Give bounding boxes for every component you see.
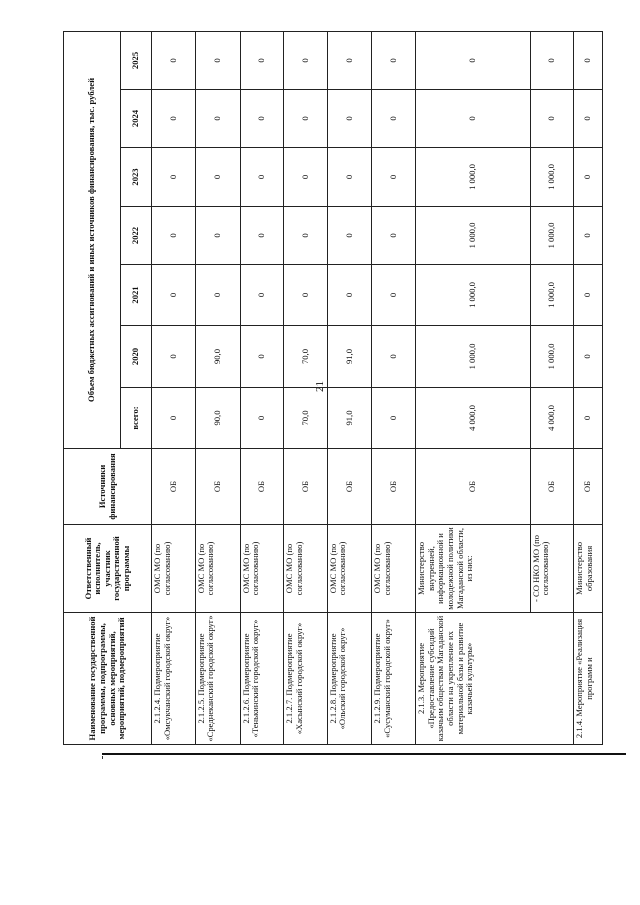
row-executor: ОМС МО (по согласованию) [372, 525, 416, 613]
row-executor: ОМС МО (по согласованию) [152, 525, 196, 613]
header-year-total: всего: [121, 388, 152, 449]
cell-value: 0 [240, 148, 284, 207]
cell-value: 0 [195, 148, 240, 207]
row-source: ОБ [416, 449, 531, 525]
cell-value: 0 [372, 207, 416, 265]
row-source: ОБ [152, 449, 196, 525]
table-row [574, 31, 603, 744]
row-executor: ОМС МО (по согласованию) [284, 525, 328, 613]
rotated-table-wrapper [63, 32, 603, 745]
cell-value: 0 [574, 31, 603, 89]
cell-value: 0 [152, 388, 196, 449]
cell-value: 0 [327, 207, 372, 265]
page-number: 21 [314, 381, 326, 392]
cell-value: 91,0 [327, 326, 372, 388]
cell-value: 0 [372, 148, 416, 207]
cell-value: 0 [284, 265, 328, 326]
header-year-2022: 2022 [121, 207, 152, 265]
row-source: ОБ [372, 449, 416, 525]
cell-value: 0 [327, 31, 372, 89]
row-executor: ОМС МО (по согласованию) [327, 525, 372, 613]
cell-value: 0 [372, 90, 416, 148]
row-name: 2.1.2.8. Подмероприятие «Ольский городской округ» [327, 613, 372, 745]
row-name: 2.1.2.5. Подмероприятие «Среднеканский городской округ» [195, 613, 240, 745]
cell-value: 70,0 [284, 388, 328, 449]
table-row [240, 31, 284, 744]
cell-value: 0 [195, 207, 240, 265]
cell-value: 1 000,0 [416, 207, 531, 265]
header-year-2025: 2025 [121, 31, 152, 89]
cell-value: 1 000,0 [416, 148, 531, 207]
cell-value: 0 [327, 265, 372, 326]
row-executor: - СО НКО МО (по согласованию) [530, 525, 574, 613]
cell-value: 1 000,0 [530, 265, 574, 326]
cell-value: 90,0 [195, 326, 240, 388]
cell-value: 0 [152, 207, 196, 265]
cell-value: 0 [195, 90, 240, 148]
row-source: ОБ [195, 449, 240, 525]
header-year-2021: 2021 [121, 265, 152, 326]
row-source: ОБ [327, 449, 372, 525]
row-executor: ОМС МО (по согласованию) [240, 525, 284, 613]
cell-value: 0 [240, 388, 284, 449]
table-row [195, 31, 240, 744]
cell-value: 0 [195, 31, 240, 89]
cell-value: 1 000,0 [416, 265, 531, 326]
cell-value: 0 [284, 207, 328, 265]
cell-value: 0 [372, 265, 416, 326]
row-name: 2.1.3. Мероприятие «Предоставление субсидий казачьим обществам Магаданской области на укрепление их материальной базы и развитие казачьей культуры» [416, 613, 574, 745]
cell-value: 1 000,0 [416, 326, 531, 388]
cell-value: 0 [574, 90, 603, 148]
cell-value: 0 [327, 148, 372, 207]
cell-value: 0 [152, 90, 196, 148]
cell-value: 0 [372, 31, 416, 89]
row-source: ОБ [240, 449, 284, 525]
cell-value: 70,0 [284, 326, 328, 388]
row-name: 2.1.4. Мероприятие «Реализация программ и [574, 613, 603, 745]
cell-value: 90,0 [195, 388, 240, 449]
cell-value: 0 [372, 326, 416, 388]
row-name: 2.1.2.7. Подмероприятие «Хасынский городской округ» [284, 613, 328, 745]
cell-value: 91,0 [327, 388, 372, 449]
cell-value: 0 [530, 31, 574, 89]
row-name: 2.1.2.4. Подмероприятие «Омсукчанский городской округ» [152, 613, 196, 745]
cell-value: 0 [152, 265, 196, 326]
table-row [416, 31, 531, 744]
cell-value: 0 [574, 148, 603, 207]
cell-value: 0 [240, 90, 284, 148]
cell-value: 4 000,0 [530, 388, 574, 449]
cell-value: 0 [574, 207, 603, 265]
table-row [284, 31, 328, 744]
row-source: ОБ [530, 449, 574, 525]
table-row [327, 31, 372, 744]
cell-value: 0 [152, 148, 196, 207]
cell-value: 0 [152, 326, 196, 388]
cell-value: 0 [327, 90, 372, 148]
cell-value: 0 [574, 388, 603, 449]
header-year-2024: 2024 [121, 90, 152, 148]
header-year-2020: 2020 [121, 326, 152, 388]
cell-value: 0 [284, 148, 328, 207]
financing-table [63, 31, 603, 745]
row-executor: ОМС МО (по согласованию) [195, 525, 240, 613]
table-row [152, 31, 196, 744]
cell-value: 0 [530, 90, 574, 148]
row-source: ОБ [284, 449, 328, 525]
cell-value: 0 [284, 31, 328, 89]
table-row [372, 31, 416, 744]
cell-value: 0 [240, 326, 284, 388]
cell-value: 0 [240, 207, 284, 265]
cell-value: 0 [416, 31, 531, 89]
cell-value: 0 [372, 388, 416, 449]
header-volume: Объем бюджетных ассигнований и иных источников финансирования, тыс. рублей [64, 31, 121, 448]
cell-value: 0 [574, 265, 603, 326]
scan-edge-line [102, 753, 626, 755]
row-source: ОБ [574, 449, 603, 525]
cell-value: 0 [416, 90, 531, 148]
cell-value: 0 [152, 31, 196, 89]
cell-value: 0 [240, 31, 284, 89]
row-name: 2.1.2.9. Подмероприятие «Сусуманский городской округ» [372, 613, 416, 745]
row-executor: Министерство внутренней, информационной и молодежной политики Магаданской области, из них: [416, 525, 531, 613]
cell-value: 0 [195, 265, 240, 326]
scan-edge-tick [102, 756, 103, 759]
row-executor: Министерство образования [574, 525, 603, 613]
cell-value: 1 000,0 [530, 326, 574, 388]
cell-value: 0 [284, 90, 328, 148]
header-source: Источники финансирования [64, 449, 152, 525]
cell-value: 1 000,0 [530, 207, 574, 265]
header-name: Наименование государственной программы, подпрограммы, основных мероприятий, мероприятий, подмероприятий [64, 613, 152, 745]
cell-value: 1 000,0 [530, 148, 574, 207]
header-year-2023: 2023 [121, 148, 152, 207]
cell-value: 0 [240, 265, 284, 326]
row-name: 2.1.2.6. Подмероприятие «Тенькинский городской округ» [240, 613, 284, 745]
cell-value: 4 000,0 [416, 388, 531, 449]
cell-value: 0 [574, 326, 603, 388]
header-executor: Ответственный исполнитель, участник государственной программы [64, 525, 152, 613]
